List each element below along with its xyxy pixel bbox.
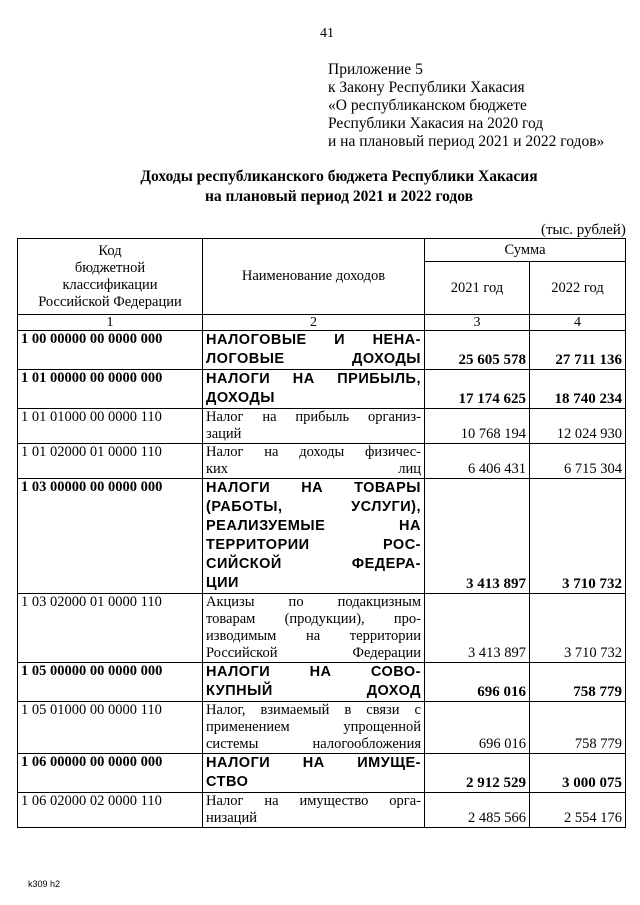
appendix-line: «О республиканском бюджете: [328, 97, 527, 114]
row-value-2021: 696 016: [425, 702, 530, 754]
document-title: [0, 167, 640, 207]
footer-code: k309 h2: [28, 879, 61, 889]
row-name-line: системы налогообложения: [206, 736, 421, 752]
row-name: [203, 444, 425, 479]
row-value-2021: 696 016: [425, 663, 530, 702]
row-name: [203, 594, 425, 663]
row-name-line: ЦИИ: [206, 575, 239, 591]
row-code: 1 05 01000 00 0000 110: [18, 702, 203, 754]
row-name-line: Налог на имущество орга-: [206, 793, 421, 809]
table-row: [18, 444, 626, 479]
row-name-line: применением упрощенной: [206, 719, 421, 735]
row-name-line: заций: [206, 426, 242, 442]
header-sum: Сумма: [425, 239, 626, 262]
column-number: 1: [18, 315, 203, 331]
row-name: [203, 793, 425, 828]
appendix-block: [328, 61, 604, 151]
row-name-line: Российской Федерации: [206, 645, 421, 661]
row-name-line: товарам (продукции), про-: [206, 611, 421, 627]
header-code: [18, 239, 203, 315]
row-value-2022: 12 024 930: [530, 409, 626, 444]
appendix-line: Республики Хакасия на 2020 год: [328, 115, 544, 132]
row-name-line: низаций: [206, 810, 257, 826]
row-name-line: НАЛОГИ НА СОВО-: [206, 664, 421, 680]
row-value-2022: 18 740 234: [530, 370, 626, 409]
row-name-line: НАЛОГИ НА ТОВАРЫ: [206, 480, 421, 496]
row-name-line: НАЛОГОВЫЕ И НЕНА-: [206, 332, 421, 348]
revenue-table: [17, 238, 626, 828]
row-code: 1 01 00000 00 0000 000: [18, 370, 203, 409]
row-name-line: ких лиц: [206, 461, 421, 477]
row-code: 1 03 02000 01 0000 110: [18, 594, 203, 663]
row-value-2021: 25 605 578: [425, 331, 530, 370]
title-line: на плановый период 2021 и 2022 годов: [205, 188, 473, 205]
row-code: 1 00 00000 00 0000 000: [18, 331, 203, 370]
row-name-line: ТЕРРИТОРИИ РОС-: [206, 537, 421, 553]
row-name: [203, 754, 425, 793]
row-value-2022: 6 715 304: [530, 444, 626, 479]
row-name: [203, 409, 425, 444]
column-number: 2: [203, 315, 425, 331]
column-number-row: [18, 315, 626, 331]
row-name-line: Налог на прибыль организ-: [206, 409, 421, 425]
appendix-line: к Закону Республики Хакасия: [328, 79, 525, 96]
row-value-2022: 2 554 176: [530, 793, 626, 828]
row-value-2021: 17 174 625: [425, 370, 530, 409]
header-year-2022: 2022 год: [530, 262, 626, 315]
row-value-2022: 3 710 732: [530, 594, 626, 663]
header-code-line: Российской Федерации: [38, 293, 182, 310]
row-code: 1 06 00000 00 0000 000: [18, 754, 203, 793]
row-code: 1 03 00000 00 0000 000: [18, 479, 203, 594]
row-name-line: КУПНЫЙ ДОХОД: [206, 683, 421, 699]
row-value-2022: 758 779: [530, 663, 626, 702]
appendix-line: Приложение 5: [328, 61, 423, 78]
row-code: 1 06 02000 02 0000 110: [18, 793, 203, 828]
row-name-line: СТВО: [206, 774, 249, 790]
row-value-2022: 758 779: [530, 702, 626, 754]
column-number: 3: [425, 315, 530, 331]
row-value-2021: 3 413 897: [425, 479, 530, 594]
header-code-line: Код: [98, 242, 122, 259]
header-code-line: бюджетной: [74, 259, 146, 276]
table-row: [18, 479, 626, 594]
row-name-line: НАЛОГИ НА ИМУЩЕ-: [206, 755, 421, 771]
row-value-2021: 3 413 897: [425, 594, 530, 663]
table-row: [18, 663, 626, 702]
row-name: [203, 331, 425, 370]
row-value-2021: 2 912 529: [425, 754, 530, 793]
row-name-line: изводимым на территории: [206, 628, 421, 644]
row-name: [203, 702, 425, 754]
table-row: [18, 594, 626, 663]
row-name-line: Налог на доходы физичес-: [206, 444, 421, 460]
row-name-line: СИЙСКОЙ ФЕДЕРА-: [206, 556, 421, 572]
row-code: 1 05 00000 00 0000 000: [18, 663, 203, 702]
page-number: 41: [320, 26, 334, 41]
row-name-line: Акцизы по подакцизным: [206, 594, 421, 610]
row-name-line: НАЛОГИ НА ПРИБЫЛЬ,: [206, 371, 421, 387]
table-row: [18, 409, 626, 444]
column-number: 4: [530, 315, 626, 331]
row-name-line: Налог, взимаемый в связи с: [206, 702, 421, 718]
table-row: [18, 754, 626, 793]
row-name: [203, 663, 425, 702]
row-value-2021: 10 768 194: [425, 409, 530, 444]
row-value-2022: 27 711 136: [530, 331, 626, 370]
header-year-2021: 2021 год: [425, 262, 530, 315]
row-name-line: РЕАЛИЗУЕМЫЕ НА: [206, 518, 421, 534]
unit-label: (тыс. рублей): [541, 222, 626, 238]
row-name-line: (РАБОТЫ, УСЛУГИ),: [206, 499, 421, 515]
row-name: [203, 479, 425, 594]
row-name: [203, 370, 425, 409]
table-row: [18, 702, 626, 754]
row-name-line: ДОХОДЫ: [206, 390, 275, 406]
title-line: Доходы республиканского бюджета Республики Хакасия: [140, 168, 538, 185]
row-value-2022: 3 710 732: [530, 479, 626, 594]
row-name-line: ЛОГОВЫЕ ДОХОДЫ: [206, 351, 421, 367]
table-row: [18, 370, 626, 409]
row-code: 1 01 02000 01 0000 110: [18, 444, 203, 479]
row-value-2021: 6 406 431: [425, 444, 530, 479]
row-value-2021: 2 485 566: [425, 793, 530, 828]
row-code: 1 01 01000 00 0000 110: [18, 409, 203, 444]
table-row: [18, 331, 626, 370]
appendix-line: и на плановый период 2021 и 2022 годов»: [328, 133, 605, 150]
row-value-2022: 3 000 075: [530, 754, 626, 793]
header-code-line: классификации: [62, 276, 158, 293]
table-row: [18, 793, 626, 828]
header-name: Наименование доходов: [203, 239, 425, 315]
